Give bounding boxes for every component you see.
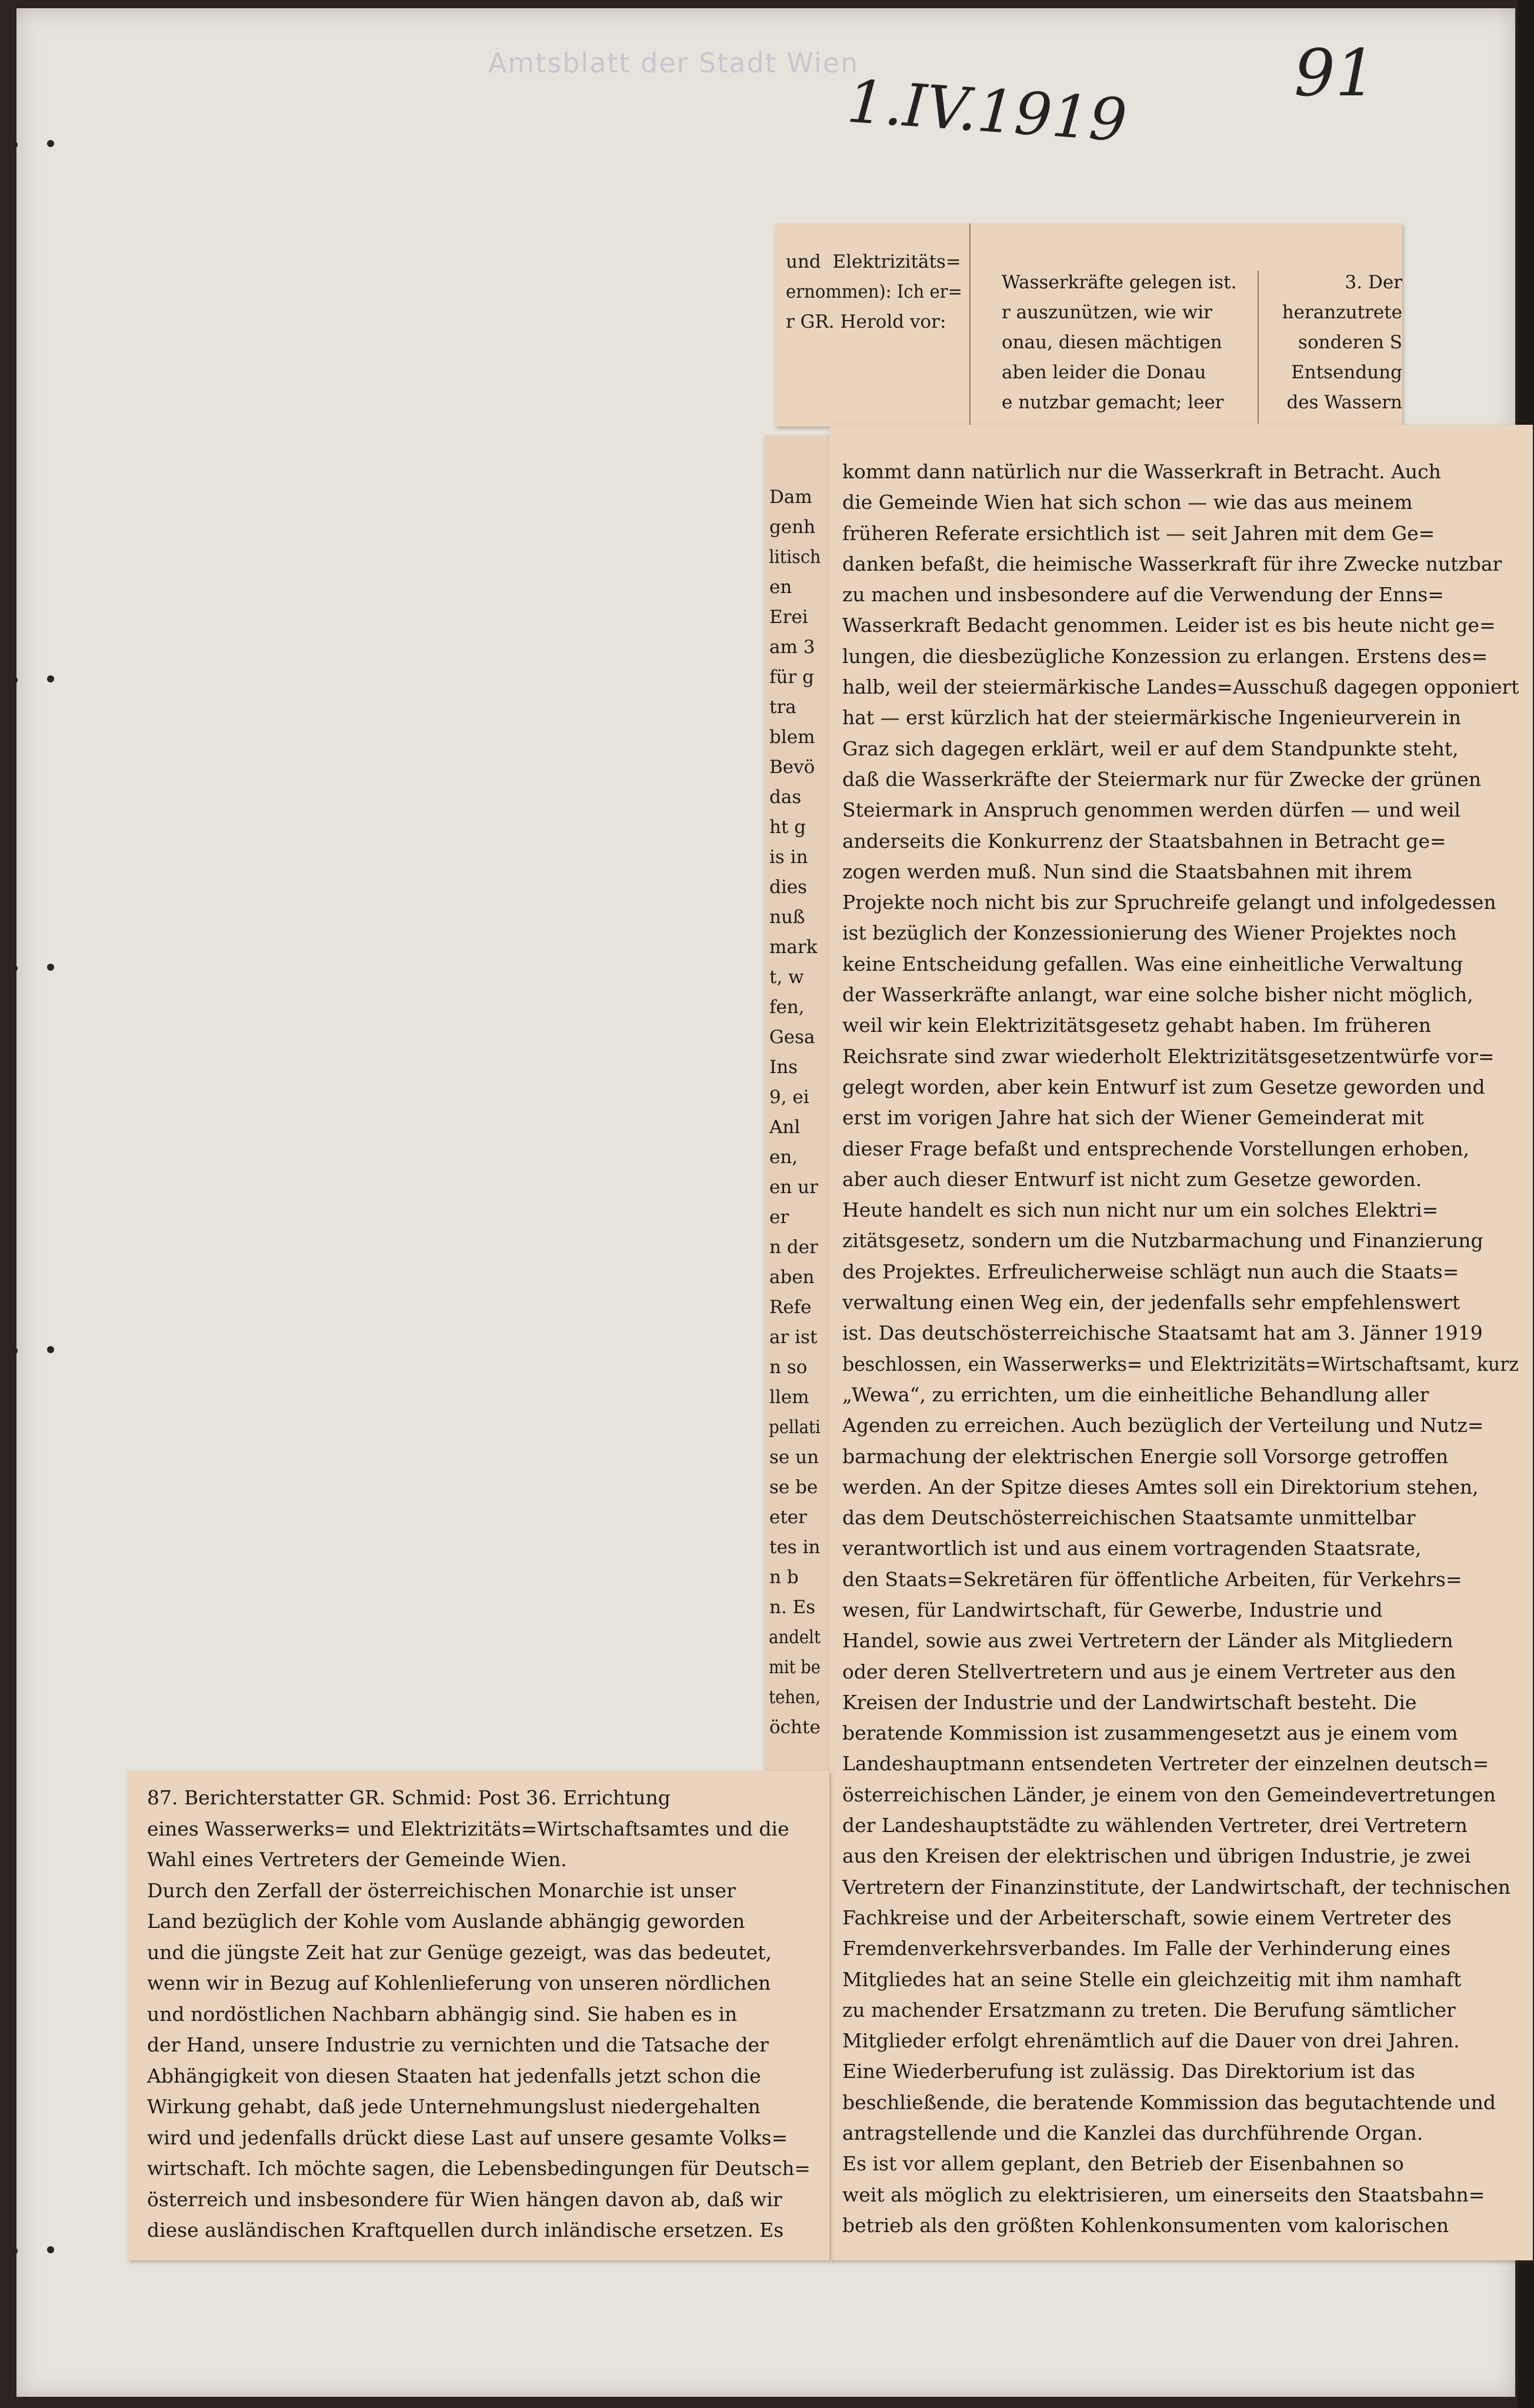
- binding-hole: [47, 140, 54, 147]
- text-line: Projekte noch nicht bis zur Spruchreife gelangt und infolgedessen: [842, 891, 1496, 914]
- text-fragment: Ins: [769, 1057, 798, 1078]
- text-line: erst im vorigen Jahre hat sich der Wiener Gemeinderat mit: [842, 1106, 1424, 1130]
- text-line: aben leider die Donau: [1002, 362, 1206, 383]
- text-line: und die jüngste Zeit hat zur Genüge gezeigt, was das bedeutet,: [147, 1940, 772, 1964]
- text-line: Durch den Zerfall der österreichischen Monarchie ist unser: [147, 1879, 736, 1902]
- text-fragment: Bevö: [769, 757, 815, 778]
- text-line: beschließende, die beratende Kommission das begutachtende und: [842, 2090, 1496, 2114]
- text-line: gelegt worden, aber kein Entwurf ist zum Gesetze geworden und: [842, 1075, 1485, 1098]
- text-line: zitätsgesetz, sondern um die Nutzbarmachung und Finanzierung: [842, 1229, 1483, 1253]
- text-line: oder deren Stellvertretern und aus je einem Vertreter aus den: [842, 1660, 1456, 1683]
- text-line: onau, diesen mächtigen: [1002, 332, 1222, 353]
- text-line: 87. Berichterstatter GR. Schmid: Post 36. Errichtung: [147, 1786, 671, 1809]
- top-clipping: [775, 224, 1402, 427]
- text-line: werden. An der Spitze dieses Amtes soll ein Direktorium stehen,: [842, 1475, 1479, 1498]
- text-line: Reichsrate sind zwar wiederholt Elektrizitätsgesetzentwürfe vor=: [842, 1044, 1495, 1068]
- text-line: wird und jedenfalls drückt diese Last auf unsere gesamte Volks=: [147, 2126, 788, 2149]
- binding-hole: [11, 677, 18, 684]
- text-fragment: Anl: [769, 1117, 801, 1138]
- text-line: dieser Frage befaßt und entsprechende Vorstellungen erhoben,: [842, 1137, 1469, 1160]
- text-fragment: en: [769, 577, 792, 598]
- text-line: Entsendung: [1291, 362, 1402, 383]
- binding-hole: [11, 2247, 18, 2254]
- binding-hole: [47, 1346, 54, 1353]
- text-fragment: se un: [769, 1447, 819, 1468]
- text-fragment: is in: [769, 847, 808, 868]
- text-fragment: n. Es: [769, 1597, 816, 1618]
- text-fragment: llem: [769, 1387, 809, 1408]
- text-fragment: dies: [769, 877, 808, 898]
- text-line: kommt dann natürlich nur die Wasserkraft in Betracht. Auch: [842, 460, 1441, 483]
- text-line: verantwortlich ist und aus einem vortragenden Staatsrate,: [842, 1537, 1422, 1560]
- text-fragment: Erei: [769, 607, 808, 628]
- text-fragment: litisch: [769, 547, 821, 568]
- text-line: ist bezüglich der Konzessionierung des Wiener Projektes noch: [842, 921, 1457, 945]
- left-fragment-strip: [765, 435, 829, 1771]
- text-fragment: n der: [769, 1237, 818, 1258]
- text-fragment: tehen,: [769, 1687, 821, 1708]
- text-line: hat — erst kürzlich hat der steiermärkische Ingenieurverein in: [842, 706, 1461, 730]
- text-line: Heute handelt es sich nun nicht nur um ein solches Elektri=: [842, 1198, 1439, 1222]
- text-line: wesen, für Landwirtschaft, für Gewerbe, Industrie und: [842, 1598, 1383, 1621]
- text-fragment: öchte: [769, 1717, 821, 1738]
- text-line: Mitglieder erfolgt ehrenämtlich auf die Dauer von drei Jahren.: [842, 2029, 1460, 2053]
- text-fragment: en ur: [769, 1177, 818, 1198]
- text-line: Wasserkräfte gelegen ist.: [1002, 272, 1237, 293]
- binding-hole: [47, 675, 54, 682]
- text-line: wenn wir in Bezug auf Kohlenlieferung von unseren nördlichen: [147, 1971, 771, 1994]
- text-fragment: andelt: [769, 1627, 821, 1648]
- top-clip-col3: [1275, 268, 1402, 427]
- text-line: das dem Deutschösterreichischen Staatsamte unmittelbar: [842, 1506, 1416, 1530]
- binding-hole: [11, 965, 18, 972]
- text-line: r GR. Herold vor:: [786, 311, 946, 332]
- text-line: beschlossen, ein Wasserwerks= und Elektrizitäts=Wirtschaftsamt, kurz: [842, 1352, 1519, 1375]
- text-line: Vertretern der Finanzinstitute, der Landwirtschaft, der technischen: [842, 1875, 1510, 1899]
- text-line: des Wassern: [1286, 392, 1402, 413]
- text-line: Es ist vor allem geplant, den Betrieb der Eisenbahnen so: [842, 2152, 1404, 2176]
- text-line: Agenden zu erreichen. Auch bezüglich der Verteilung und Nutz=: [842, 1414, 1484, 1437]
- text-line: Land bezüglich der Kohle vom Auslande abhängig geworden: [147, 1910, 745, 1933]
- text-fragment: mit be: [769, 1657, 821, 1678]
- text-line: Fachkreise und der Arbeiterschaft, sowie einem Vertreter des: [842, 1906, 1452, 1929]
- text-line: beratende Kommission ist zusammengesetzt aus je einem vom: [842, 1721, 1458, 1745]
- text-line: der Wasserkräfte anlangt, war eine solche bisher nicht möglich,: [842, 983, 1473, 1007]
- text-fragment: 9, ei: [769, 1087, 809, 1108]
- text-fragment: Gesa: [769, 1027, 815, 1048]
- text-fragment: Dam: [769, 487, 812, 508]
- text-fragment: t, w: [769, 967, 804, 988]
- text-line: sonderen S: [1298, 332, 1402, 353]
- text-line: 3. Der: [1345, 272, 1402, 293]
- handwritten-page-number: 91: [1294, 35, 1376, 111]
- text-fragment: nuß: [769, 907, 805, 928]
- text-line: Kreisen der Industrie und der Landwirtschaft besteht. Die: [842, 1690, 1417, 1714]
- text-line: und Elektrizitäts=: [786, 251, 961, 272]
- text-fragment: tra: [769, 697, 796, 718]
- text-fragment: Refe: [769, 1297, 812, 1318]
- text-line: die Gemeinde Wien hat sich schon — wie das aus meinem: [842, 491, 1413, 514]
- text-line: halb, weil der steiermärkische Landes=Ausschuß dagegen opponiert: [842, 675, 1519, 699]
- text-line: Wasserkraft Bedacht genommen. Leider ist es bis heute nicht ge=: [842, 614, 1496, 637]
- main-article-column: [829, 425, 1533, 2260]
- text-line: Graz sich dagegen erklärt, weil er auf dem Standpunkte steht,: [842, 737, 1459, 760]
- text-line: Fremdenverkehrsverbandes. Im Falle der Verhinderung eines: [842, 1937, 1451, 1960]
- text-line: Mitgliedes hat an seine Stelle ein gleichzeitig mit ihm namhaft: [842, 1967, 1462, 1991]
- text-fragment: für g: [769, 667, 814, 688]
- text-line: eines Wasserwerks= und Elektrizitäts=Wirtschaftsamtes und die: [147, 1817, 789, 1840]
- text-fragment: ar ist: [769, 1327, 818, 1348]
- text-fragment: fen,: [769, 997, 805, 1018]
- binding-hole: [47, 2246, 54, 2253]
- text-line: ernommen): Ich er=: [786, 281, 962, 302]
- text-line: antragstellende und die Kanzlei das durchführende Organ.: [842, 2121, 1423, 2145]
- text-line: r auszunützen, wie wir: [1002, 302, 1212, 323]
- text-line: e nutzbar gemacht; leer: [1002, 392, 1224, 413]
- text-fragment: ht g: [769, 817, 806, 838]
- text-fragment: aben: [769, 1267, 815, 1288]
- text-line: heranzutrete: [1282, 302, 1402, 323]
- binding-hole: [47, 964, 54, 971]
- text-line: lungen, die diesbezügliche Konzession zu erlangen. Erstens des=: [842, 644, 1488, 668]
- text-line: danken befaßt, die heimische Wasserkraft für ihre Zwecke nutzbar: [842, 552, 1502, 575]
- text-line: Wahl eines Vertreters der Gemeinde Wien.: [147, 1848, 567, 1871]
- text-line: Abhängigkeit von diesen Staaten hat jedenfalls jetzt schon die: [147, 2064, 761, 2087]
- text-line: ist. Das deutschösterreichische Staatsamt hat am 3. Jänner 1919: [842, 1321, 1483, 1345]
- item-87-clipping: [128, 1771, 829, 2260]
- binding-hole: [11, 141, 18, 148]
- text-line: diese ausländischen Kraftquellen durch inländische ersetzen. Es: [147, 2219, 784, 2242]
- binding-hole: [11, 1347, 18, 1354]
- text-fragment: eter: [769, 1507, 807, 1528]
- text-line: wirtschaft. Ich möchte sagen, die Lebensbedingungen für Deutsch=: [147, 2157, 811, 2180]
- text-fragment: blem: [769, 727, 815, 748]
- text-fragment: am 3: [769, 637, 815, 658]
- text-line: betrieb als den größten Kohlenkonsumenten vom kalorischen: [842, 2213, 1449, 2237]
- text-fragment: das: [769, 787, 802, 808]
- text-line: des Projektes. Erfreulicherweise schlägt nun auch die Staats=: [842, 1260, 1459, 1283]
- text-line: aber auch dieser Entwurf ist nicht zum Gesetze geworden.: [842, 1167, 1422, 1191]
- handwritten-date: 1.IV.1919: [845, 66, 1129, 155]
- text-line: der Landeshauptstädte zu wählenden Vertreter, drei Vertretern: [842, 1814, 1468, 1837]
- top-clip-col1: [786, 247, 962, 427]
- text-line: Handel, sowie aus zwei Vertretern der Länder als Mitgliedern: [842, 1629, 1453, 1653]
- top-clip-col2: [1002, 268, 1249, 427]
- text-line: barmachung der elektrischen Energie soll Vorsorge getroffen: [842, 1444, 1449, 1468]
- text-fragment: tes in: [769, 1537, 821, 1558]
- text-fragment: n b: [769, 1567, 799, 1588]
- text-line: anderseits die Konkurrenz der Staatsbahnen in Betracht ge=: [842, 829, 1446, 852]
- text-line: früheren Referate ersichtlich ist — seit Jahren mit dem Ge=: [842, 521, 1435, 545]
- text-fragment: er: [769, 1207, 789, 1228]
- text-line: Steiermark in Anspruch genommen werden dürfen — und weil: [842, 798, 1460, 822]
- text-line: „Wewa“, zu errichten, um die einheitliche Behandlung aller: [842, 1383, 1429, 1406]
- text-fragment: pellati: [769, 1417, 821, 1438]
- text-line: zu machender Ersatzmann zu treten. Die Berufung sämtlicher: [842, 1998, 1456, 2021]
- text-line: der Hand, unsere Industrie zu vernichten und die Tatsache der: [147, 2033, 769, 2056]
- text-fragment: en,: [769, 1147, 798, 1168]
- text-line: daß die Wasserkräfte der Steiermark nur für Zwecke der grünen: [842, 767, 1482, 791]
- text-line: aus den Kreisen der elektrischen und übrigen Industrie, je zwei: [842, 1844, 1471, 1868]
- text-line: Eine Wiederberufung ist zulässig. Das Direktorium ist das: [842, 2060, 1415, 2083]
- text-line: österreich und insbesondere für Wien hängen davon ab, daß wir: [147, 2187, 782, 2211]
- text-line: den Staats=Sekretären für öffentliche Arbeiten, für Verkehrs=: [842, 1567, 1462, 1591]
- column-rule: [1258, 271, 1259, 424]
- text-line: Landeshauptmann entsendeten Vertreter der einzelnen deutsch=: [842, 1752, 1489, 1776]
- text-line: Wirkung gehabt, daß jede Unternehmungslust niedergehalten: [147, 2095, 761, 2118]
- text-line: verwaltung einen Weg ein, der jedenfalls sehr empfehlenswert: [842, 1291, 1460, 1314]
- text-line: keine Entscheidung gefallen. Was eine einheitliche Verwaltung: [842, 952, 1463, 975]
- text-fragment: mark: [769, 937, 818, 958]
- text-line: weit als möglich zu elektrisieren, um einerseits den Staatsbahn=: [842, 2183, 1485, 2206]
- column-rule: [969, 224, 971, 427]
- text-line: zu machen und insbesondere auf die Verwendung der Enns=: [842, 583, 1444, 607]
- faint-header-stamp: Amtsblatt der Stadt Wien: [488, 47, 859, 79]
- text-fragment: se be: [769, 1477, 818, 1498]
- text-fragment: genh: [769, 517, 816, 538]
- text-line: und nordöstlichen Nachbarn abhängig sind. Sie haben es in: [147, 2002, 738, 2026]
- text-line: weil wir kein Elektrizitätsgesetz gehabt haben. Im früheren: [842, 1014, 1432, 1037]
- text-line: zogen werden muß. Nun sind die Staatsbahnen mit ihrem: [842, 860, 1413, 883]
- text-fragment: n so: [769, 1357, 808, 1378]
- text-line: österreichischen Länder, je einem von den Gemeindevertretungen: [842, 1783, 1496, 1806]
